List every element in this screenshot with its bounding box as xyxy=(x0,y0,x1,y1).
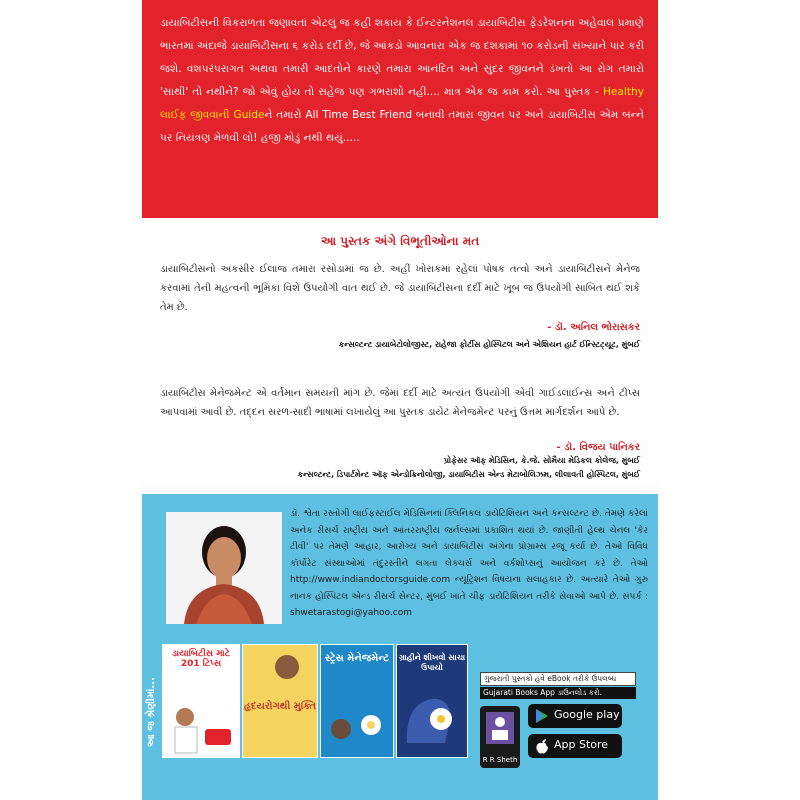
promo-line-2: Gujarati Books App ડાઉનલોડ કરો. xyxy=(480,687,636,699)
publisher-name: R R Sheth xyxy=(482,756,518,764)
author-bio: ડૉ. શ્વેતા રસ્તોગી લાઈફસ્ટાઈલ મેડિસિનનાં ક્લિનિકલ ડાયેટિશિયન અને કન્સલ્ટન્ટ છે. તેમણે કરેલાં અનેક રીસર્ચ રાષ્ટ્રીય અને આંતરરાષ્ટ્રીય જર્નલ્સમાં પ્રકાશિત થયાં છે. જાણીતી હેલ્થ ચેનલ 'કેર ટીવી' પર તેમણે આહાર, આરોગ્ય અને ડાયાબિટીસ અંગેના પ્રોગ્રામ્સ રજૂ કર્યા છે. તેઓ વિવિધ કૉર્પોરેટ સંસ્થાઓમાં તંદુરસ્તીને લગતા લેક્ચર્સ અને વર્કશોપ્સનું આયોજન કરે છે. તેઓ http://www.indiandoctorsguide.com ન્યૂટ્રિશન વિષયના સલાહકાર છે. અત્યારે તેઓ ગુરુ નાનક હોસ્પિટલ એન્ડ રીસર્ચ સેન્ટર, મુંબઈ ખાતે ચીફ ડાયેટિશિયન તરીકે સેવાઓ આપે છે. સંપર્ક : shwetarastogi@yahoo.com xyxy=(290,509,648,618)
author-panel xyxy=(142,494,658,800)
author-photo xyxy=(166,512,282,624)
promo-line-1: ગુજરાતી પુસ્તકો હવે eBook તરીકે ઉપલબ્ધ xyxy=(480,672,636,686)
author-portrait-icon xyxy=(166,512,282,624)
opinion-author-2: - ડૉ. વિજય પાનિકર xyxy=(556,442,640,453)
apple-icon xyxy=(534,738,550,754)
book-cover-1[interactable] xyxy=(162,644,240,758)
opinion-affiliation-2b: કન્સલ્ટન્ટ, ડિપાર્ટમેન્ટ ઑફ એન્ડોક્રિનોલોજી, ડાયાબિટીસ એન્ડ મેટાબોલિઝમ, લીલાવતી હોસ્પિટલ, મુંબઈ xyxy=(297,470,640,479)
google-play-icon xyxy=(534,708,550,724)
back-cover xyxy=(142,0,658,800)
ebook-promo xyxy=(480,672,636,764)
opinion-affiliation-2a: પ્રોફેસર ઑફ મેડિસિન, કે.જે. સોમૈયા મેડિકલ કોલેજ, મુંબઈ xyxy=(443,456,640,465)
book-title-highlight: Healthy લાઈફ જીવવાની Guide xyxy=(160,86,644,121)
opinion-affiliation-1: કન્સલ્ટન્ટ ડાયાબેટોલોજીસ્ટ, રાહેજા ફોર્ટીસ હોસ્પિટલ અને એશિયન હાર્ટ ઈન્સ્ટિટ્યૂટ, મુંબઈ xyxy=(338,340,640,349)
google-play-label: Google play xyxy=(554,708,620,721)
intro-panel xyxy=(142,0,658,218)
opinion-quote-1: ડાયાબિટીસનો અકસીર ઈલાજ તમારા રસોડામાં જ છે. અહીં ખોરાકમાં રહેલાં પોષક તત્વો અને ડાયાબિટીસને મેનેજ કરવામાં તેની મહત્વની ભૂમિકા વિશે ઉપયોગી વાત થઈ છે. જે ડાયાબિટીસના દર્દી માટે ખૂબ જ ઉપયોગી સાબિત થઈ શકે તેમ છે. xyxy=(160,264,640,313)
opinions-section xyxy=(142,218,658,486)
head-flower-icon xyxy=(397,685,467,745)
series-label: આ જ શ્રેણીમાં... xyxy=(146,677,157,747)
intro-text: ડાયાબિટીસની વિકરાળતા જણાવતાં એટલું જ કહી શકાય કે ઈન્ટરનેશનલ ડાયાબિટીસ ફેડરેશનના અહેવાલ પ્રમાણે ભારતમાં અંદાજે ડાયાબિટીસના ૬ કરોડ દર્દી છે, જે આંકડો આવનારા એક જ દશકામાં ૧૦ કરોડની સંખ્યાને પાર કરી જશે. વંશપરંપરાગત અથવા તમારી આદતોને કારણે તમારા આનંદિત અને સુંદર જીવનને ડંખતો આ રોગ તમારો 'સાથી' તો નથીને? જો એવું હોય તો સહેજ પણ ગભરાશો નહી.... માત્ર એક જ કામ કરો. આ પુસ્તક - Healthy લાઈફ જીવવાની Guideને તમારો All Time Best Friend બનાવી તમારા જીવન પર અને ડાયાબિટીસ એમ બન્ને પર નિયંત્રણ મેળવી લો! હજી મોડું નથી થયું..... xyxy=(160,17,644,144)
opinion-author-1: - ડૉ. અનિલ ભોરાસકર xyxy=(547,322,640,333)
flower-icon xyxy=(321,703,393,753)
author-face-icon xyxy=(243,649,317,689)
app-store-label: App Store xyxy=(554,738,609,751)
opinion-quote-2: ડાયાબિટીસ મેનેજમેન્ટ એ વર્તમાન સમયની માંગ છે. જેમાં દર્દી માટે અત્યંત ઉપયોગી એવી ગાઈડલાઈન્સ અને ટીપ્સ આપવામાં આવી છે. તદ્દન સરળ-સાદી ભાષામાં લખાયેલું આ પુસ્તક ડાયેટ મેનેજમેન્ટ પરનું ઉત્તમ માર્ગદર્શન આપે છે. xyxy=(160,388,640,418)
book-cover-3[interactable] xyxy=(320,644,394,758)
doctor-icon xyxy=(163,699,239,755)
book-title-4: ગ્રાહીને શીખવો સાચા ઉપાયો xyxy=(398,653,466,672)
book-title-2: હૃદયરોગથી મુક્તિ xyxy=(243,701,317,712)
google-play-badge[interactable] xyxy=(528,704,622,728)
book-title-3: સ્ટ્રેસ મેનેજમેન્ટ xyxy=(324,653,390,664)
opinions-title: આ પુસ્તક અંગે વિભૂતીઓના મત xyxy=(320,234,480,248)
app-store-badge[interactable] xyxy=(528,734,622,758)
book-title-1: ડાયાબિટીસ માટે 201 ટિપ્સ xyxy=(171,649,231,669)
publisher-logo xyxy=(480,706,520,768)
reading-person-icon xyxy=(480,706,520,752)
book-cover-4[interactable] xyxy=(396,644,468,758)
book-cover-2[interactable] xyxy=(242,644,318,758)
